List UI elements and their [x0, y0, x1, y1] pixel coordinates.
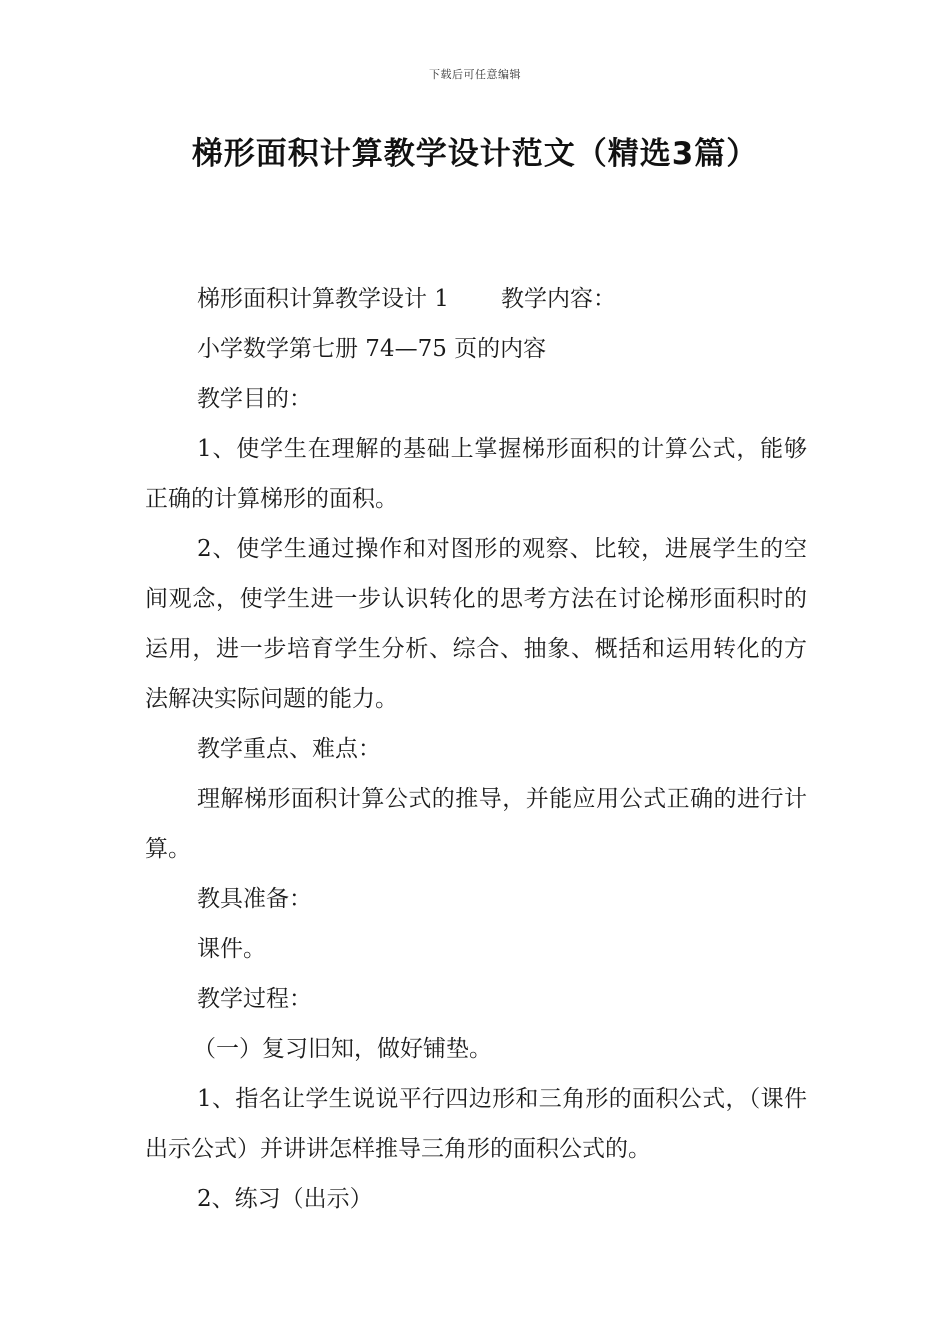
paragraph-objective-1: 1、使学生在理解的基础上掌握梯形面积的计算公式，能够正确的计算梯形的面积。	[145, 436, 807, 512]
paragraph-tools: 课件。	[197, 936, 266, 962]
paragraph-step-1-item-2: 2、练习（出示）	[197, 1186, 373, 1212]
paragraph-step-1-heading: （一）复习旧知，做好铺垫。	[193, 1036, 492, 1062]
header-note: 下载后可任意编辑	[429, 68, 521, 81]
section-title: 梯形面积计算教学设计 1	[197, 286, 449, 312]
paragraph-tools-heading: 教具准备：	[197, 886, 312, 912]
paragraph-objective-2: 2、使学生通过操作和对图形的观察、比较，进展学生的空间观念，使学生进一步认识转化的思考方法在讨论梯形面积时的运用，进一步培育学生分析、综合、抽象、概括和运用转化的方法解决实际问题的能力。	[145, 536, 807, 712]
paragraph-section-heading	[145, 274, 807, 324]
paragraph-process-heading: 教学过程：	[197, 986, 312, 1012]
paragraph-keypoints-heading: 教学重点、难点：	[197, 736, 381, 762]
paragraph-keypoints: 理解梯形面积计算公式的推导，并能应用公式正确的进行计算。	[145, 786, 807, 862]
document-title: 梯形面积计算教学设计范文（精选3篇）	[191, 136, 759, 172]
paragraph-step-1-item-1: 1、指名让学生说说平行四边形和三角形的面积公式，（课件出示公式）并讲讲怎样推导三角形的面积公式的。	[145, 1086, 807, 1162]
document-body	[145, 274, 807, 1224]
paragraph-content-scope: 小学数学第七册 74—75 页的内容	[197, 336, 547, 362]
teaching-content-label: 教学内容：	[500, 286, 616, 312]
paragraph-objectives-heading: 教学目的：	[197, 386, 312, 412]
